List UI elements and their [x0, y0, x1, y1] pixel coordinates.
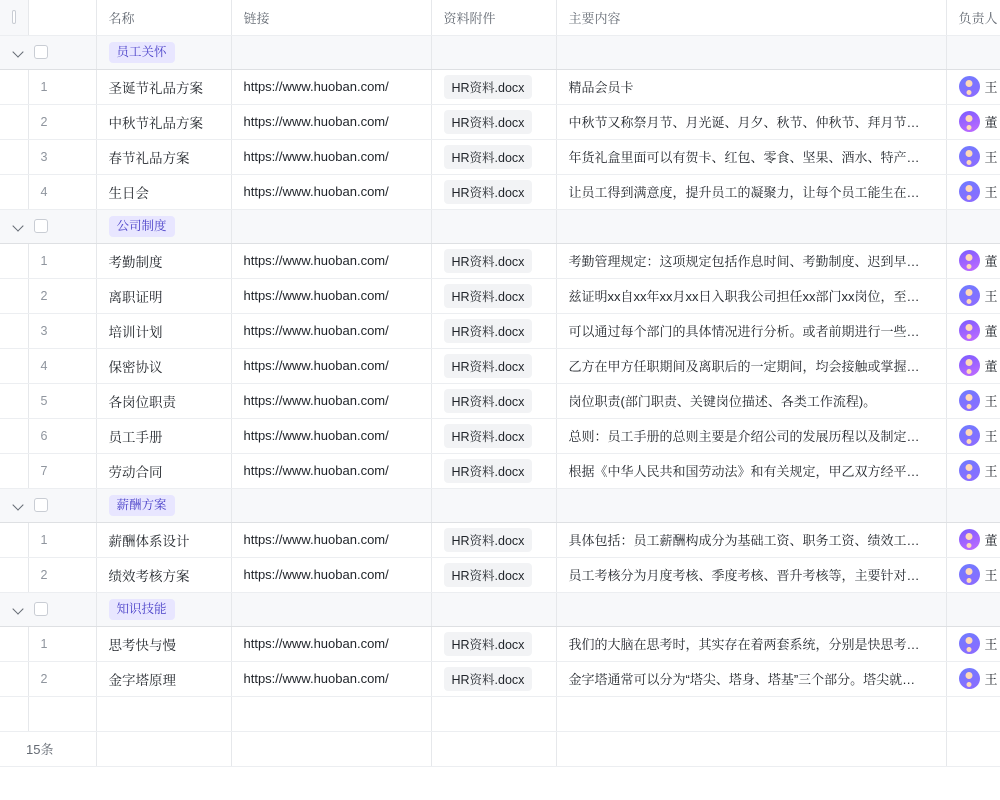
cell-link[interactable]: https://www.huoban.com/	[231, 243, 431, 278]
cell-owner[interactable]	[946, 453, 1000, 488]
row-select-cell[interactable]	[0, 313, 28, 348]
cell-name[interactable]: 保密协议	[96, 348, 231, 383]
avatar	[959, 181, 980, 202]
owner-name: 王	[984, 429, 998, 444]
cell-name[interactable]: 劳动合同	[96, 453, 231, 488]
cell-owner[interactable]	[946, 418, 1000, 453]
attachment-chip[interactable]: HR资料.docx	[444, 563, 533, 587]
row-index: 2	[28, 661, 96, 696]
cell-name[interactable]: 考勤制度	[96, 243, 231, 278]
cell-link[interactable]: https://www.huoban.com/	[231, 139, 431, 174]
cell-link[interactable]: https://www.huoban.com/	[231, 313, 431, 348]
cell-name[interactable]: 思考快与慢	[96, 626, 231, 661]
table-body	[0, 35, 1000, 766]
cell-name[interactable]: 各岗位职责	[96, 383, 231, 418]
cell-name[interactable]: 员工手册	[96, 418, 231, 453]
owner-name: 董	[984, 359, 998, 374]
cell-attachment[interactable]	[431, 243, 556, 278]
avatar	[959, 320, 980, 341]
group-empty-cell	[946, 488, 1000, 522]
cell-owner[interactable]	[946, 69, 1000, 104]
row-select-cell[interactable]	[0, 348, 28, 383]
cell-link[interactable]: https://www.huoban.com/	[231, 626, 431, 661]
avatar	[959, 76, 980, 97]
row-index: 2	[28, 278, 96, 313]
table-row[interactable]	[0, 69, 1000, 104]
group-tag: 员工关怀	[109, 42, 175, 63]
column-header-name[interactable]: 名称	[96, 0, 231, 35]
group-tag: 薪酬方案	[109, 495, 175, 516]
chevron-down-icon[interactable]	[12, 45, 26, 59]
row-index: 4	[28, 174, 96, 209]
select-all-checkbox[interactable]	[12, 10, 16, 24]
cell-owner[interactable]	[946, 661, 1000, 696]
owner-name: 王	[984, 185, 998, 200]
group-select-checkbox[interactable]	[34, 602, 48, 616]
group-tag: 知识技能	[109, 599, 175, 620]
cell-attachment[interactable]	[431, 104, 556, 139]
owner-name: 董	[984, 115, 998, 130]
cell-owner[interactable]	[946, 557, 1000, 592]
cell-link[interactable]: https://www.huoban.com/	[231, 557, 431, 592]
owner-name: 王	[984, 672, 998, 687]
owner-wrap	[959, 425, 998, 446]
cell-owner[interactable]	[946, 626, 1000, 661]
table-row[interactable]	[0, 174, 1000, 209]
cell-name[interactable]: 生日会	[96, 174, 231, 209]
column-header-main[interactable]: 主要内容	[556, 0, 946, 35]
row-select-cell[interactable]	[0, 104, 28, 139]
cell-attachment[interactable]	[431, 278, 556, 313]
owner-name: 王	[984, 150, 998, 165]
owner-wrap	[959, 355, 998, 376]
cell-link[interactable]: https://www.huoban.com/	[231, 348, 431, 383]
spacer-cell	[231, 696, 431, 731]
cell-link[interactable]: https://www.huoban.com/	[231, 278, 431, 313]
avatar	[959, 111, 980, 132]
group-empty-cell	[946, 592, 1000, 626]
row-index: 6	[28, 418, 96, 453]
row-select-cell[interactable]	[0, 661, 28, 696]
avatar	[959, 529, 980, 550]
table-footer-row	[0, 731, 1000, 766]
group-title-cell	[96, 488, 231, 522]
spacer-cell	[96, 696, 231, 731]
cell-main-content[interactable]: 可以通过每个部门的具体情况进行分析。或者前期进行一些…	[556, 313, 946, 348]
table-row[interactable]	[0, 522, 1000, 557]
row-select-cell[interactable]	[0, 557, 28, 592]
cell-main-content[interactable]: 中秋节又称祭月节、月光诞、月夕、秋节、仲秋节、拜月节…	[556, 104, 946, 139]
avatar	[959, 355, 980, 376]
cell-attachment[interactable]	[431, 557, 556, 592]
cell-link[interactable]: https://www.huoban.com/	[231, 453, 431, 488]
cell-link[interactable]: https://www.huoban.com/	[231, 661, 431, 696]
attachment-chip[interactable]: HR资料.docx	[444, 424, 533, 448]
avatar	[959, 633, 980, 654]
cell-main-content[interactable]: 年货礼盒里面可以有贺卡、红包、零食、坚果、酒水、特产…	[556, 139, 946, 174]
select-all-checkbox-wrap[interactable]	[12, 10, 16, 24]
cell-attachment[interactable]	[431, 313, 556, 348]
attachment-chip[interactable]: HR资料.docx	[444, 145, 533, 169]
cell-main-content[interactable]: 乙方在甲方任职期间及离职后的一定期间，均会接触或掌握…	[556, 348, 946, 383]
owner-name: 王	[984, 637, 998, 652]
cell-owner[interactable]	[946, 383, 1000, 418]
row-index: 1	[28, 522, 96, 557]
owner-wrap	[959, 250, 998, 271]
spacer-cell	[0, 696, 28, 731]
spacer-cell	[431, 696, 556, 731]
owner-name: 王	[984, 394, 998, 409]
attachment-chip[interactable]: HR资料.docx	[444, 110, 533, 134]
cell-owner[interactable]	[946, 139, 1000, 174]
table-row[interactable]	[0, 661, 1000, 696]
table-row[interactable]	[0, 278, 1000, 313]
group-toggle-cell[interactable]	[0, 592, 96, 626]
attachment-chip[interactable]: HR资料.docx	[444, 667, 533, 691]
owner-wrap	[959, 633, 998, 654]
table-spacer-row	[0, 696, 1000, 731]
table-row[interactable]	[0, 313, 1000, 348]
cell-attachment[interactable]	[431, 69, 556, 104]
cell-link[interactable]: https://www.huoban.com/	[231, 418, 431, 453]
cell-owner[interactable]	[946, 313, 1000, 348]
cell-owner[interactable]	[946, 174, 1000, 209]
owner-name: 董	[984, 254, 998, 269]
group-toggle-cell[interactable]	[0, 488, 96, 522]
table-row[interactable]	[0, 453, 1000, 488]
spacer-cell	[556, 696, 946, 731]
attachment-chip[interactable]: HR资料.docx	[444, 459, 533, 483]
footer-count: 15条	[0, 731, 96, 766]
owner-wrap	[959, 668, 998, 689]
column-header-file[interactable]: 资料附件	[431, 0, 556, 35]
cell-attachment[interactable]	[431, 522, 556, 557]
row-select-cell[interactable]	[0, 453, 28, 488]
group-select-checkbox[interactable]	[34, 219, 48, 233]
row-index: 5	[28, 383, 96, 418]
owner-wrap	[959, 285, 998, 306]
avatar	[959, 564, 980, 585]
group-select-checkbox[interactable]	[34, 498, 48, 512]
cell-name[interactable]: 金字塔原理	[96, 661, 231, 696]
cell-link[interactable]: https://www.huoban.com/	[231, 383, 431, 418]
group-empty-cell	[556, 488, 946, 522]
attachment-chip[interactable]: HR资料.docx	[444, 319, 533, 343]
cell-link[interactable]: https://www.huoban.com/	[231, 69, 431, 104]
group-empty-cell	[231, 209, 431, 243]
group-row[interactable]	[0, 209, 1000, 243]
owner-wrap	[959, 76, 998, 97]
attachment-chip[interactable]: HR资料.docx	[444, 180, 533, 204]
cell-name[interactable]: 培训计划	[96, 313, 231, 348]
group-empty-cell	[231, 35, 431, 69]
column-header-index[interactable]	[28, 0, 96, 35]
row-index: 1	[28, 626, 96, 661]
owner-wrap	[959, 390, 998, 411]
group-row[interactable]	[0, 488, 1000, 522]
cell-link[interactable]: https://www.huoban.com/	[231, 174, 431, 209]
avatar	[959, 285, 980, 306]
row-select-cell[interactable]	[0, 243, 28, 278]
cell-main-content[interactable]: 精品会员卡	[556, 69, 946, 104]
group-toggle-cell[interactable]	[0, 209, 96, 243]
attachment-chip[interactable]: HR资料.docx	[444, 284, 533, 308]
owner-name: 董	[984, 533, 998, 548]
column-header-link[interactable]: 链接	[231, 0, 431, 35]
group-select-checkbox[interactable]	[34, 45, 48, 59]
group-empty-cell	[431, 592, 556, 626]
table-row[interactable]	[0, 348, 1000, 383]
select-all-cell[interactable]	[0, 0, 28, 35]
cell-attachment[interactable]	[431, 453, 556, 488]
row-index: 3	[28, 139, 96, 174]
avatar	[959, 146, 980, 167]
group-row[interactable]	[0, 35, 1000, 69]
table-row[interactable]	[0, 243, 1000, 278]
avatar	[959, 668, 980, 689]
owner-name: 王	[984, 464, 998, 479]
group-empty-cell	[231, 488, 431, 522]
owner-wrap	[959, 320, 998, 341]
cell-link[interactable]: https://www.huoban.com/	[231, 522, 431, 557]
group-empty-cell	[946, 209, 1000, 243]
group-tag: 公司制度	[109, 216, 175, 237]
footer-empty-cell	[556, 731, 946, 766]
group-title-cell	[96, 35, 231, 69]
cell-name[interactable]: 薪酬体系设计	[96, 522, 231, 557]
table-row[interactable]	[0, 383, 1000, 418]
cell-owner[interactable]	[946, 522, 1000, 557]
chevron-down-icon[interactable]	[12, 219, 26, 233]
chevron-down-icon[interactable]	[12, 498, 26, 512]
owner-name: 董	[984, 324, 998, 339]
cell-main-content[interactable]: 根据《中华人民共和国劳动法》和有关规定，甲乙双方经平…	[556, 453, 946, 488]
row-index: 1	[28, 69, 96, 104]
cell-name[interactable]: 圣诞节礼品方案	[96, 69, 231, 104]
cell-owner[interactable]	[946, 104, 1000, 139]
row-select-cell[interactable]	[0, 383, 28, 418]
owner-wrap	[959, 460, 998, 481]
group-empty-cell	[556, 592, 946, 626]
cell-attachment[interactable]	[431, 174, 556, 209]
row-select-cell[interactable]	[0, 626, 28, 661]
cell-attachment[interactable]	[431, 139, 556, 174]
group-empty-cell	[431, 488, 556, 522]
cell-attachment[interactable]	[431, 348, 556, 383]
row-select-cell[interactable]	[0, 522, 28, 557]
row-index: 4	[28, 348, 96, 383]
row-select-cell[interactable]	[0, 278, 28, 313]
table-row[interactable]	[0, 139, 1000, 174]
group-empty-cell	[431, 209, 556, 243]
cell-name[interactable]: 离职证明	[96, 278, 231, 313]
row-select-cell[interactable]	[0, 69, 28, 104]
group-toggle-cell[interactable]	[0, 35, 96, 69]
cell-main-content[interactable]: 员工考核分为月度考核、季度考核、晋升考核等，主要针对…	[556, 557, 946, 592]
footer-empty-cell	[431, 731, 556, 766]
row-select-cell[interactable]	[0, 174, 28, 209]
attachment-chip[interactable]: HR资料.docx	[444, 632, 533, 656]
group-row[interactable]	[0, 592, 1000, 626]
owner-wrap	[959, 564, 998, 585]
row-index: 1	[28, 243, 96, 278]
chevron-down-icon[interactable]	[12, 602, 26, 616]
cell-main-content[interactable]: 兹证明xx自xx年xx月xx日入职我公司担任xx部门xx岗位，至…	[556, 278, 946, 313]
cell-attachment[interactable]	[431, 661, 556, 696]
footer-empty-cell	[946, 731, 1000, 766]
cell-main-content[interactable]: 金字塔通常可以分为“塔尖、塔身、塔基”三个部分。塔尖就…	[556, 661, 946, 696]
owner-name: 王	[984, 80, 998, 95]
owner-wrap	[959, 181, 998, 202]
owner-wrap	[959, 529, 998, 550]
attachment-chip[interactable]: HR资料.docx	[444, 354, 533, 378]
table-row[interactable]	[0, 418, 1000, 453]
table-row[interactable]	[0, 626, 1000, 661]
row-index: 2	[28, 557, 96, 592]
cell-name[interactable]: 中秋节礼品方案	[96, 104, 231, 139]
cell-main-content[interactable]: 我们的大脑在思考时，其实存在着两套系统，分别是快思考…	[556, 626, 946, 661]
table-header	[0, 0, 1000, 35]
spacer-cell	[28, 696, 96, 731]
avatar	[959, 250, 980, 271]
group-empty-cell	[556, 209, 946, 243]
cell-name[interactable]: 春节礼品方案	[96, 139, 231, 174]
attachment-chip[interactable]: HR资料.docx	[444, 528, 533, 552]
cell-main-content[interactable]: 岗位职责(部门职责、关键岗位描述、各类工作流程)。	[556, 383, 946, 418]
cell-main-content[interactable]: 总则：员工手册的总则主要是介绍公司的发展历程以及制定…	[556, 418, 946, 453]
group-empty-cell	[231, 592, 431, 626]
owner-name: 王	[984, 289, 998, 304]
owner-wrap	[959, 111, 998, 132]
cell-owner[interactable]	[946, 348, 1000, 383]
column-header-owner[interactable]: 负责人	[946, 0, 1000, 35]
table-row[interactable]	[0, 104, 1000, 139]
row-index: 3	[28, 313, 96, 348]
cell-link[interactable]: https://www.huoban.com/	[231, 104, 431, 139]
group-title-cell	[96, 209, 231, 243]
row-select-cell[interactable]	[0, 418, 28, 453]
spacer-cell	[946, 696, 1000, 731]
row-index: 7	[28, 453, 96, 488]
attachment-chip[interactable]: HR资料.docx	[444, 389, 533, 413]
owner-wrap	[959, 146, 998, 167]
attachment-chip[interactable]: HR资料.docx	[444, 249, 533, 273]
avatar	[959, 460, 980, 481]
avatar	[959, 425, 980, 446]
footer-empty-cell	[96, 731, 231, 766]
cell-owner[interactable]	[946, 243, 1000, 278]
cell-attachment[interactable]	[431, 418, 556, 453]
group-empty-cell	[431, 35, 556, 69]
cell-main-content[interactable]: 让员工得到满意度，提升员工的凝聚力，让每个员工能生在…	[556, 174, 946, 209]
cell-owner[interactable]	[946, 278, 1000, 313]
cell-main-content[interactable]: 具体包括：员工薪酬构成分为基础工资、职务工资、绩效工…	[556, 522, 946, 557]
cell-main-content[interactable]: 考勤管理规定：这项规定包括作息时间、考勤制度、迟到早…	[556, 243, 946, 278]
cell-attachment[interactable]	[431, 626, 556, 661]
group-title-cell	[96, 592, 231, 626]
footer-empty-cell	[231, 731, 431, 766]
cell-attachment[interactable]	[431, 383, 556, 418]
attachment-chip[interactable]: HR资料.docx	[444, 75, 533, 99]
group-empty-cell	[556, 35, 946, 69]
owner-name: 王	[984, 568, 998, 583]
group-empty-cell	[946, 35, 1000, 69]
avatar	[959, 390, 980, 411]
table-row[interactable]	[0, 557, 1000, 592]
cell-name[interactable]: 绩效考核方案	[96, 557, 231, 592]
row-select-cell[interactable]	[0, 139, 28, 174]
row-index: 2	[28, 104, 96, 139]
header-row	[0, 0, 1000, 35]
